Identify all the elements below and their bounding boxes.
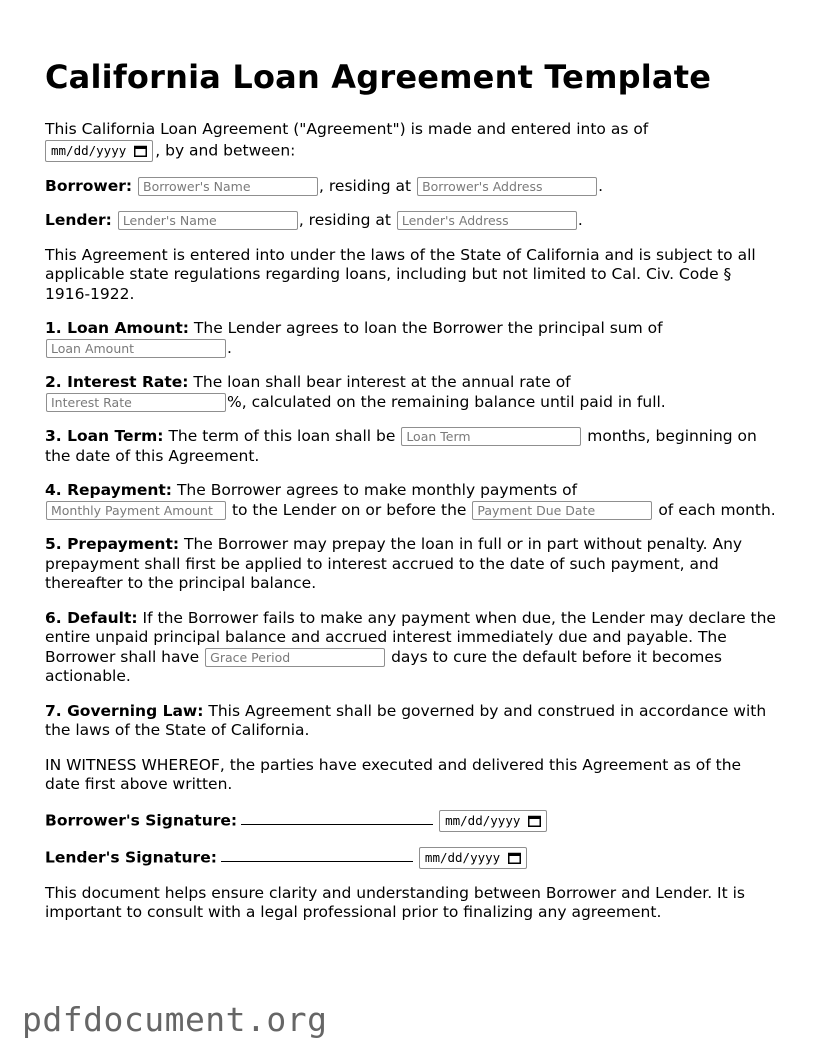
section-default (45, 609, 780, 687)
payment-due-date-input[interactable] (472, 501, 652, 520)
lender-address-input[interactable] (397, 211, 577, 230)
repayment-text: The Borrower agrees to make monthly payments of (172, 481, 578, 499)
borrower-line (45, 177, 780, 197)
lender-signature-date-input[interactable] (419, 847, 527, 869)
governing-law-text: This Agreement shall be governed by and construed in accordance with the laws of the State of California. (45, 701, 767, 739)
calendar-icon[interactable] (134, 145, 147, 157)
agreement-date-placeholder: mm/dd/yyyy (51, 142, 127, 158)
borrower-end: . (598, 176, 604, 195)
interest-rate-heading: 2. Interest Rate: (45, 373, 189, 391)
lender-name-input[interactable] (118, 211, 298, 230)
repayment-middle: to the Lender on or before the (231, 500, 467, 519)
agreement-date-input[interactable] (45, 140, 153, 162)
borrower-residing: , residing at (319, 176, 412, 195)
lender-date-placeholder: mm/dd/yyyy (424, 849, 501, 865)
loan-amount-text: The Lender agrees to loan the Borrower the principal sum of (188, 319, 663, 337)
document-page (45, 58, 780, 938)
intro-text: This California Loan Agreement ("Agreement") is made and entered into as of (45, 120, 649, 138)
closing-paragraph: This document helps ensure clarity and understanding between Borrower and Lender. It is important to consult with a legal professional prior to finalizing any agreement. (45, 883, 746, 921)
default-end: days to cure the default before it becomes actionable. (45, 647, 722, 685)
section-repayment (45, 481, 780, 520)
default-text: If the Borrower fails to make any payment when due, the Lender may declare the entire unpaid principal balance and accrued interest immediately due and payable. The Borrower shall have (45, 608, 776, 666)
borrower-signature-label: Borrower's Signature: (45, 811, 238, 829)
lender-signature-row (45, 847, 780, 869)
interest-rate-end: %, calculated on the remaining balance until paid in full. (227, 392, 666, 411)
borrower-label: Borrower: (45, 176, 133, 195)
site-watermark: pdfdocument.org (22, 1000, 328, 1039)
section-interest-rate (45, 373, 780, 412)
intro-after: , by and between: (155, 141, 296, 159)
loan-term-end: months, beginning on the date of this Agreement. (45, 427, 757, 465)
loan-amount-heading: 1. Loan Amount: (45, 319, 189, 337)
borrower-signature-line[interactable] (241, 812, 433, 825)
prepayment-heading: 5. Prepayment: (45, 535, 180, 553)
monthly-payment-input[interactable] (46, 501, 226, 520)
section-loan-amount (45, 319, 780, 358)
governing-intro: This Agreement is entered into under the laws of the State of California and is subject to all applicable state regulations regarding loans, including but not limited to Cal. Civ. Code § 1916-1922. (45, 245, 756, 303)
lender-signature-line[interactable] (221, 849, 413, 862)
borrower-date-placeholder: mm/dd/yyyy (445, 812, 521, 828)
governing-law-heading: 7. Governing Law: (45, 701, 204, 720)
prepayment-text: The Borrower may prepay the loan in full or in part without penalty. Any prepayment shall first be applied to interest accrued to the date of such payment, and thereafter to the principal balance. (45, 535, 743, 592)
repayment-heading: 4. Repayment: (45, 481, 173, 499)
section-governing-law (45, 702, 780, 741)
borrower-signature-date-input[interactable] (439, 810, 547, 832)
borrower-address-input[interactable] (417, 177, 597, 196)
borrower-name-input[interactable] (138, 177, 318, 196)
section-prepayment (45, 535, 780, 594)
lender-signature-label: Lender's Signature: (45, 848, 217, 866)
interest-rate-text: The loan shall bear interest at the annual rate of (188, 373, 571, 391)
section-loan-term (45, 427, 780, 466)
interest-rate-input[interactable] (46, 393, 226, 412)
lender-label: Lender: (45, 211, 112, 229)
calendar-icon[interactable] (528, 815, 541, 827)
page-title: California Loan Agreement Template (45, 58, 712, 96)
loan-amount-end: . (227, 338, 232, 357)
loan-term-input[interactable] (401, 427, 581, 446)
intro-paragraph (45, 120, 780, 162)
loan-amount-input[interactable] (46, 339, 226, 358)
borrower-signature-row (45, 810, 780, 832)
grace-period-input[interactable] (205, 648, 385, 667)
lender-end: . (577, 211, 583, 229)
calendar-icon[interactable] (508, 852, 521, 864)
repayment-end: of each month. (658, 500, 776, 519)
lender-residing: , residing at (298, 211, 391, 229)
lender-line (45, 211, 780, 231)
default-heading: 6. Default: (45, 608, 138, 627)
witness-paragraph: IN WITNESS WHEREOF, the parties have executed and delivered this Agreement as of the date first above written. (45, 755, 742, 793)
loan-term-text: The term of this loan shall be (163, 427, 396, 445)
loan-term-heading: 3. Loan Term: (45, 427, 164, 445)
